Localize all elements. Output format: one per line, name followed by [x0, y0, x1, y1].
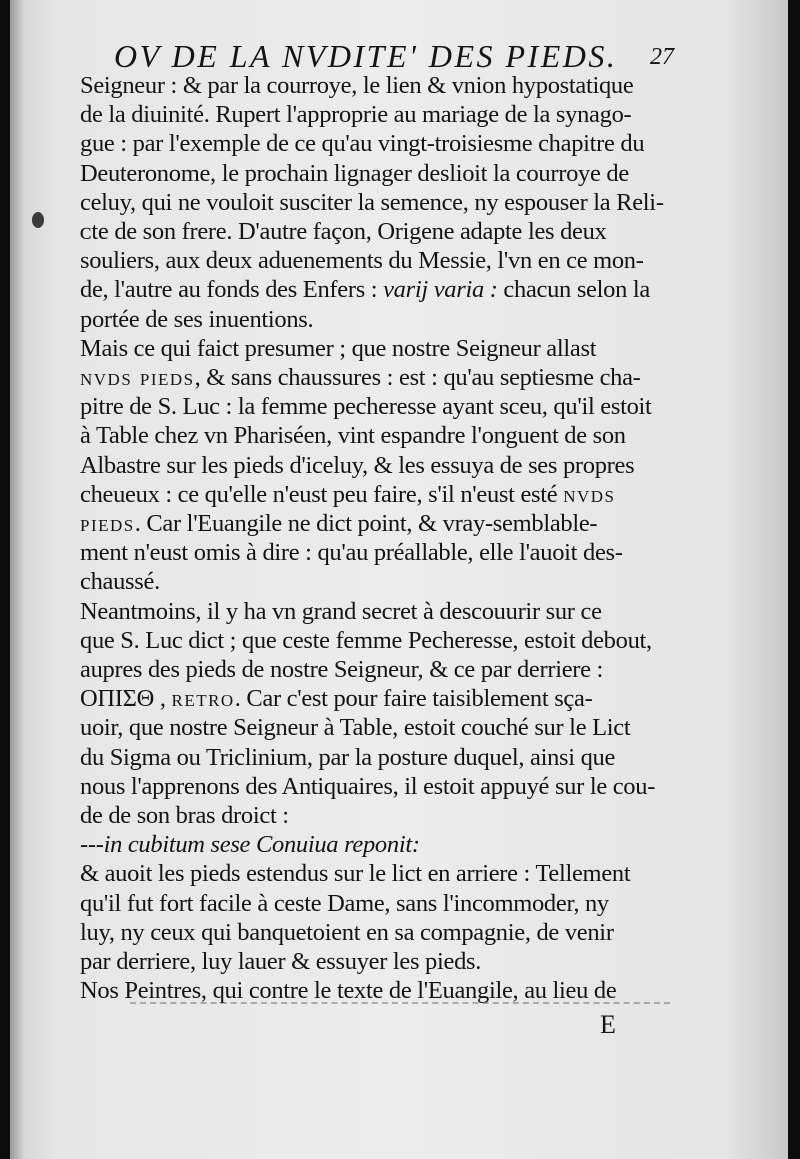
- roman-text: Neantmoins, il y ha vn grand secret à descouurir sur ce: [80, 597, 602, 625]
- italic-text: varij varia :: [383, 276, 498, 304]
- text-line: [80, 627, 652, 655]
- text-line: [80, 101, 631, 129]
- roman-text: de de son bras droict :: [80, 802, 289, 829]
- text-line: [80, 335, 596, 363]
- text-line: [80, 510, 597, 538]
- roman-text: ᴄte de son frere. D'autre façon, Origene adapte les deux: [80, 218, 607, 245]
- text-line: [80, 276, 650, 304]
- text-line: [80, 890, 609, 918]
- page-number: 27: [650, 44, 674, 70]
- roman-text: , & sans chaussures : est : qu'au septiesme cha-: [194, 364, 641, 391]
- text-line: [80, 393, 652, 421]
- text-line: [80, 452, 634, 480]
- text-line: [80, 306, 313, 334]
- text-line: [80, 598, 602, 626]
- roman-text: de, l'autre au fonds des Enfers :: [80, 276, 384, 304]
- text-line: [80, 919, 614, 947]
- roman-text: de la diuinité. Rupert l'approprie au mariage de la synago-: [80, 101, 632, 129]
- roman-text: à Table chez vn Phariséen, vint espandre l'onguent de son: [80, 422, 626, 450]
- roman-text: Deuteronome, le prochain lignager deslioit la courroye de: [80, 159, 629, 187]
- gutter-shadow: [10, 0, 24, 1159]
- roman-text: uoir, que nostre Seigneur à Table, estoit couché sur le Lict: [80, 714, 631, 742]
- text-line: [80, 685, 592, 713]
- text-line: [80, 656, 603, 684]
- text-line: [80, 218, 607, 246]
- roman-text: nous l'apprenons des Antiquaires, il estoit appuyé sur le cou-: [80, 772, 656, 800]
- text-line: [80, 977, 616, 1005]
- roman-text: ΟΠΙΣΘ ,: [80, 685, 172, 713]
- roman-text: chaussé.: [80, 568, 160, 596]
- roman-text: Nos Peintres, qui contre le texte de l'Euangile, au lieu de: [80, 977, 617, 1005]
- roman-text: pitre de S. Luc : la femme pecheresse ayant sceu, qu'il estoit: [80, 393, 652, 421]
- roman-text: gue : par l'exemple de ce qu'au vingt-troisiesme chapitre du: [80, 130, 645, 158]
- roman-text: Albastre sur les pieds d'iceluy, & les essuya de ses propres: [80, 451, 635, 479]
- roman-text: & auoit les pieds estendus sur le lict en arriere : Tellement: [80, 860, 631, 888]
- roman-text: . Car c'est pour faire taisiblement sça-: [234, 685, 593, 713]
- roman-text: souliers, aux deux aduenements du Messie, l'vn en ce mon-: [80, 247, 644, 275]
- roman-text: celuy, qui ne vouloit susciter la semence, ny espouser la Reli-: [80, 188, 664, 216]
- roman-text: Seigneur : & par la courroye, le lien & vnion hypostatique: [80, 72, 634, 99]
- text-line: [80, 568, 160, 596]
- signature-mark: E: [600, 1010, 616, 1039]
- roman-text: chacun selon la: [497, 276, 650, 304]
- roman-text: du Sigma ou Triclinium, par la posture duquel, ainsi que: [80, 743, 616, 771]
- ink-blot: [32, 212, 44, 228]
- book-page: [10, 0, 788, 1159]
- text-line: [80, 802, 289, 830]
- small-caps-text: retro: [171, 685, 235, 713]
- roman-text: par derriere, luy lauer & essuyer les pieds.: [80, 948, 482, 975]
- small-caps-text: nvds pieds: [80, 364, 195, 391]
- text-line: [80, 160, 629, 188]
- roman-text: ---: [80, 831, 104, 859]
- text-line: [80, 130, 644, 158]
- roman-text: aupres des pieds de nostre Seigneur, & ce par derriere :: [80, 656, 604, 683]
- small-caps-text: pieds: [80, 510, 135, 537]
- roman-text: portée de ses inuentions.: [80, 305, 314, 333]
- text-line: [80, 744, 615, 772]
- text-line: [80, 948, 481, 976]
- text-line: [80, 364, 641, 392]
- text-line: [80, 422, 626, 450]
- small-caps-text: nvds: [563, 480, 616, 508]
- text-line: [80, 831, 420, 859]
- text-line: [80, 860, 630, 888]
- text-line: [80, 714, 630, 742]
- bottom-rule: [130, 1002, 670, 1006]
- text-line: [80, 539, 623, 567]
- italic-text: in cubitum sese Conuiua reponit:: [103, 831, 420, 859]
- roman-text: qu'il fut fort facile à ceste Dame, sans l'incommoder, ny: [80, 889, 609, 917]
- text-line: [80, 189, 664, 217]
- roman-text: que S. Luc dict ; que ceste femme Pecheresse, estoit debout,: [80, 626, 652, 654]
- running-title: OV DE LA NVDITE' DES PIEDS.: [114, 38, 618, 74]
- text-line: [80, 481, 616, 509]
- roman-text: ment n'eust omis à dire : qu'au préallable, elle l'auoit des-: [80, 539, 623, 567]
- roman-text: . Car l'Euangile ne dict point, & vray-semblable-: [134, 510, 598, 537]
- text-line: [80, 773, 655, 801]
- roman-text: Mais ce qui faict presumer ; que nostre Seigneur allast: [80, 334, 597, 362]
- text-line: [80, 72, 633, 100]
- roman-text: luy, ny ceux qui banquetoient en sa compagnie, de venir: [80, 918, 614, 946]
- roman-text: cheueux : ce qu'elle n'eust peu faire, s'il n'eust esté: [80, 480, 564, 508]
- text-line: [80, 247, 644, 275]
